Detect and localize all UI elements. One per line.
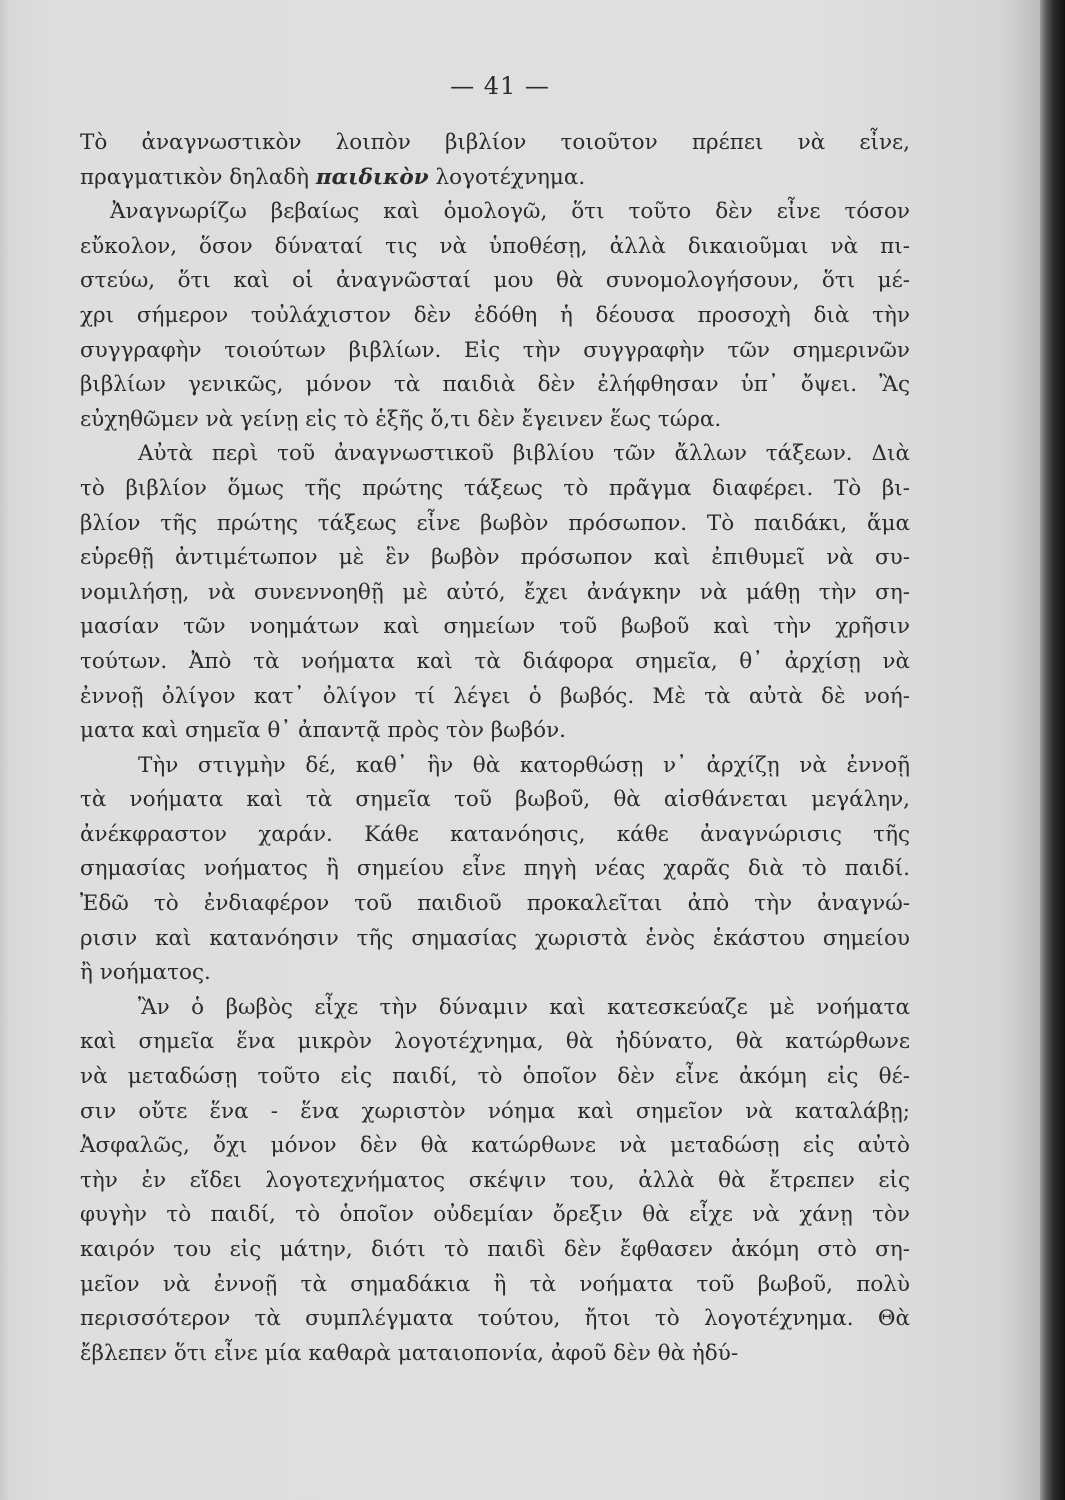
text-line: πραγματικὸν δηλαδὴ παιδικὸν λογοτέχνημα. xyxy=(80,164,586,190)
text-line: νομιλήσῃ, νὰ συνεννοηθῇ μὲ αὐτό, ἔχει ἀνάγκην νὰ μάθῃ τὴν ση- xyxy=(80,579,910,605)
text-line: εὐχηθῶμεν νὰ γείνῃ εἰς τὸ ἑξῆς ὅ,τι δὲν ἔγεινεν ἕως τώρα. xyxy=(80,406,722,432)
text-line: ἔβλεπεν ὅτι εἶνε μία καθαρὰ ματαιοπονία, ἀφοῦ δὲν θὰ ἠδύ- xyxy=(80,1340,739,1366)
text-line: μασίαν τῶν νοημάτων καὶ σημείων τοῦ βωβοῦ καὶ τὴν χρῆσιν xyxy=(80,614,910,640)
text-line: τὸ βιβλίον ὅμως τῆς πρώτης τάξεως τὸ πρᾶγμα διαφέρει. Τὸ βι- xyxy=(80,475,910,501)
body-text xyxy=(80,126,910,1371)
text-line: μεῖον νὰ ἐννοῇ τὰ σημαδάκια ἢ τὰ νοήματα τοῦ βωβοῦ, πολὺ xyxy=(80,1271,910,1297)
text-line: βιβλίων γενικῶς, μόνον τὰ παιδιὰ δὲν ἐλήφθησαν ὑπ᾿ ὄψει. Ἂς xyxy=(80,372,910,398)
text-line: Τὴν στιγμὴν δέ, καθ᾿ ἣν θὰ κατορθώσῃ ν᾿ ἀρχίζῃ νὰ ἐννοῇ xyxy=(138,752,910,778)
text-line: σημασίας νοήματος ἢ σημείου εἶνε πηγὴ νέας χαρᾶς διὰ τὸ παιδί. xyxy=(80,856,910,882)
text-line: Ἐδῶ τὸ ἐνδιαφέρον τοῦ παιδιοῦ προκαλεῖται ἀπὸ τὴν ἀναγνώ- xyxy=(80,891,910,917)
text-line: συγγραφὴν τοιούτων βιβλίων. Εἰς τὴν συγγραφὴν τῶν σημερινῶν xyxy=(80,337,910,363)
text-line: περισσότερον τὰ συμπλέγματα τούτου, ἤτοι τὸ λογοτέχνημα. Θὰ xyxy=(80,1306,910,1332)
text-line: Τὸ ἀναγνωστικὸν λοιπὸν βιβλίον τοιοῦτον πρέπει νὰ εἶνε, xyxy=(80,130,910,155)
page-number: — 41 — xyxy=(450,72,550,100)
text-line: τούτων. Ἀπὸ τὰ νοήματα καὶ τὰ διάφορα σημεῖα, θ᾿ ἀρχίσῃ νὰ xyxy=(80,648,910,674)
text-line: βλίον τῆς πρώτης τάξεως εἶνε βωβὸν πρόσωπον. Τὸ παιδάκι, ἅμα xyxy=(80,510,910,536)
text-line: ματα καὶ σημεῖα θ᾿ ἀπαντᾷ πρὸς τὸν βωβόν. xyxy=(80,718,566,744)
text-line: νὰ μεταδώσῃ τοῦτο εἰς παιδί, τὸ ὁποῖον δὲν εἶνε ἀκόμη εἰς θέ- xyxy=(80,1064,910,1090)
text-line: ρισιν καὶ κατανόησιν τῆς σημασίας χωριστὰ ἑνὸς ἑκάστου σημείου xyxy=(80,925,910,951)
text-line: χρι σήμερον τοὐλάχιστον δὲν ἐδόθη ἡ δέουσα προσοχὴ διὰ τὴν xyxy=(80,302,910,328)
text-line: φυγὴν τὸ παιδί, τὸ ὁποῖον οὐδεμίαν ὄρεξιν θὰ εἶχε νὰ χάνῃ τὸν xyxy=(80,1202,910,1228)
text-line: ἀνέκφραστον χαράν. Κάθε κατανόησις, κάθε ἀναγνώρισις τῆς xyxy=(80,821,910,847)
text-line: σιν οὔτε ἕνα - ἕνα χωριστὸν νόημα καὶ σημεῖον νὰ καταλάβῃ; xyxy=(80,1098,910,1124)
text-line: εὔκολον, ὅσον δύναταί τις νὰ ὑποθέσῃ, ἀλλὰ δικαιοῦμαι νὰ πι- xyxy=(80,233,910,259)
page-binding-edge xyxy=(1040,0,1065,1500)
text-line: στεύω, ὅτι καὶ οἱ ἀναγνῶσταί μου θὰ συνομολογήσουν, ὅτι μέ- xyxy=(80,268,910,294)
text-line: Ἀναγνωρίζω βεβαίως καὶ ὁμολογῶ, ὅτι τοῦτο δὲν εἶνε τόσον xyxy=(110,199,910,225)
text-line: ἢ νοήματος. xyxy=(80,960,211,986)
text-line: Αὐτὰ περὶ τοῦ ἀναγνωστικοῦ βιβλίου τῶν ἄλλων τάξεων. Διὰ xyxy=(138,441,910,467)
text-line: καὶ σημεῖα ἕνα μικρὸν λογοτέχνημα, θὰ ἠδύνατο, θὰ κατώρθωνε xyxy=(80,1029,910,1055)
text-line: Ἂν ὁ βωβὸς εἶχε τὴν δύναμιν καὶ κατεσκεύαζε μὲ νοήματα xyxy=(138,994,910,1020)
text-line: εὑρεθῇ ἀντιμέτωπον μὲ ἓν βωβὸν πρόσωπον καὶ ἐπιθυμεῖ νὰ συ- xyxy=(80,545,910,571)
text-line: τὰ νοήματα καὶ τὰ σημεῖα τοῦ βωβοῦ, θὰ αἰσθάνεται μεγάλην, xyxy=(80,787,910,813)
text-line: Ἀσφαλῶς, ὄχι μόνον δὲν θὰ κατώρθωνε νὰ μεταδώσῃ εἰς αὐτὸ xyxy=(80,1133,910,1159)
emphasized-word: παιδικὸν xyxy=(315,164,429,190)
text-line: καιρόν του εἰς μάτην, διότι τὸ παιδὶ δὲν ἔφθασεν ἀκόμη στὸ ση- xyxy=(80,1237,910,1262)
text-line: ἐννοῇ ὀλίγον κατ᾿ ὀλίγον τί λέγει ὁ βωβός. Μὲ τὰ αὐτὰ δὲ νοή- xyxy=(80,683,910,709)
text-line: τὴν ἐν εἴδει λογοτεχνήματος σκέψιν του, ἀλλὰ θὰ ἔτρεπεν εἰς xyxy=(80,1167,910,1193)
